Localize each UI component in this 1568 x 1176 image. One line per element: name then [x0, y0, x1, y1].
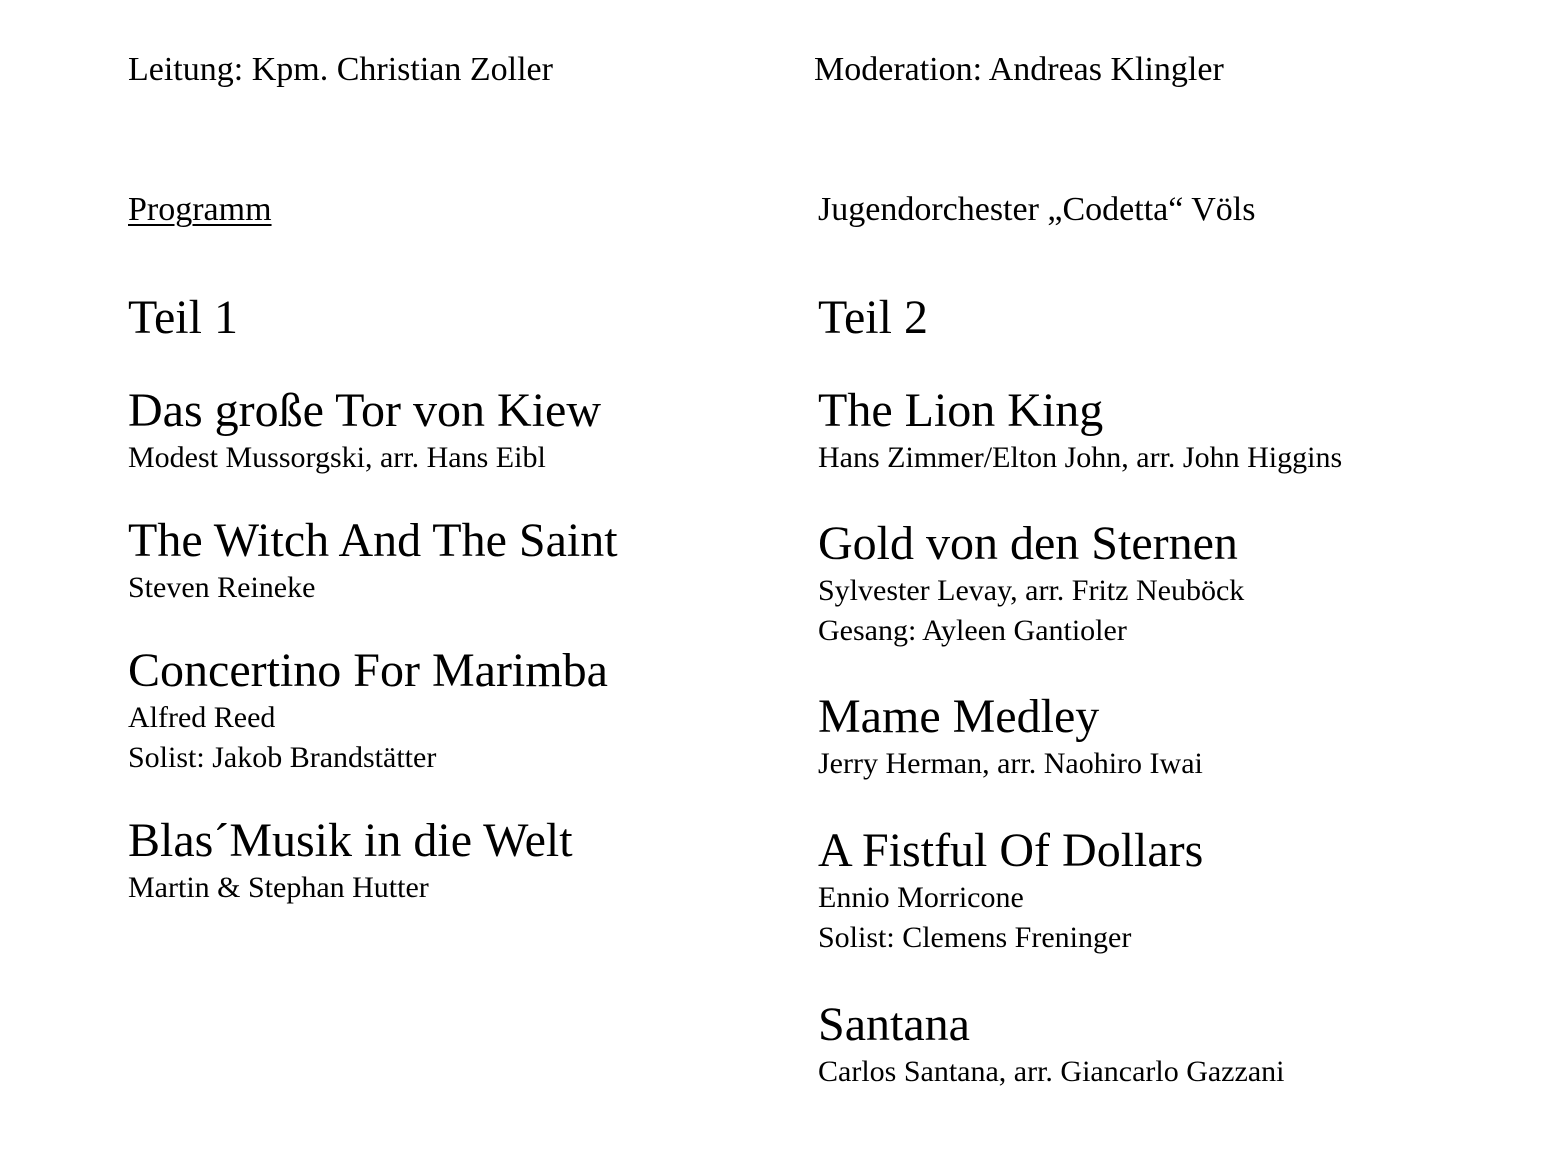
piece-title: Gold von den Sternen: [818, 517, 1238, 570]
piece-composer: Jerry Herman, arr. Naohiro Iwai: [818, 747, 1203, 780]
part-1-title: Teil 1: [128, 291, 238, 344]
program-item: [818, 517, 1244, 651]
piece-composer: Steven Reineke: [128, 571, 316, 604]
orchestra-heading: Jugendorchester „Codetta“ Völs: [818, 191, 1256, 228]
piece-composer: Modest Mussorgski, arr. Hans Eibl: [128, 441, 546, 474]
piece-title: The Witch And The Saint: [128, 514, 618, 567]
piece-composer: Carlos Santana, arr. Giancarlo Gazzani: [818, 1055, 1285, 1088]
piece-title: Concertino For Marimba: [128, 644, 608, 697]
piece-composer: Hans Zimmer/Elton John, arr. John Higgins: [818, 441, 1343, 474]
piece-title: Santana: [818, 998, 970, 1051]
piece-title: Blas´Musik in die Welt: [128, 814, 573, 867]
program-item: [818, 998, 1284, 1092]
program-item: [818, 384, 1342, 478]
program-item: [128, 814, 573, 908]
piece-title: Das große Tor von Kiew: [128, 384, 601, 437]
piece-title: A Fistful Of Dollars: [818, 824, 1204, 877]
piece-composer: Sylvester Levay, arr. Fritz Neuböck: [818, 574, 1245, 607]
program-item: [818, 824, 1203, 958]
piece-title: The Lion King: [818, 384, 1104, 437]
piece-title: Mame Medley: [818, 690, 1100, 743]
conductor-line: Leitung: Kpm. Christian Zoller: [128, 51, 553, 88]
piece-singer: Gesang: Ayleen Gantioler: [818, 614, 1127, 647]
program-item: [818, 690, 1203, 784]
piece-composer: Alfred Reed: [128, 701, 276, 734]
part-2-title: Teil 2: [818, 291, 928, 344]
program-item: [128, 384, 601, 478]
moderation-line: Moderation: Andreas Klingler: [814, 51, 1224, 88]
piece-composer: Ennio Morricone: [818, 881, 1024, 914]
programm-heading: Programm: [128, 191, 272, 228]
piece-soloist: Solist: Jakob Brandstätter: [128, 741, 437, 774]
program-item: [128, 644, 608, 778]
program-item: [128, 514, 618, 608]
piece-soloist: Solist: Clemens Freninger: [818, 921, 1132, 954]
piece-composer: Martin & Stephan Hutter: [128, 871, 429, 904]
